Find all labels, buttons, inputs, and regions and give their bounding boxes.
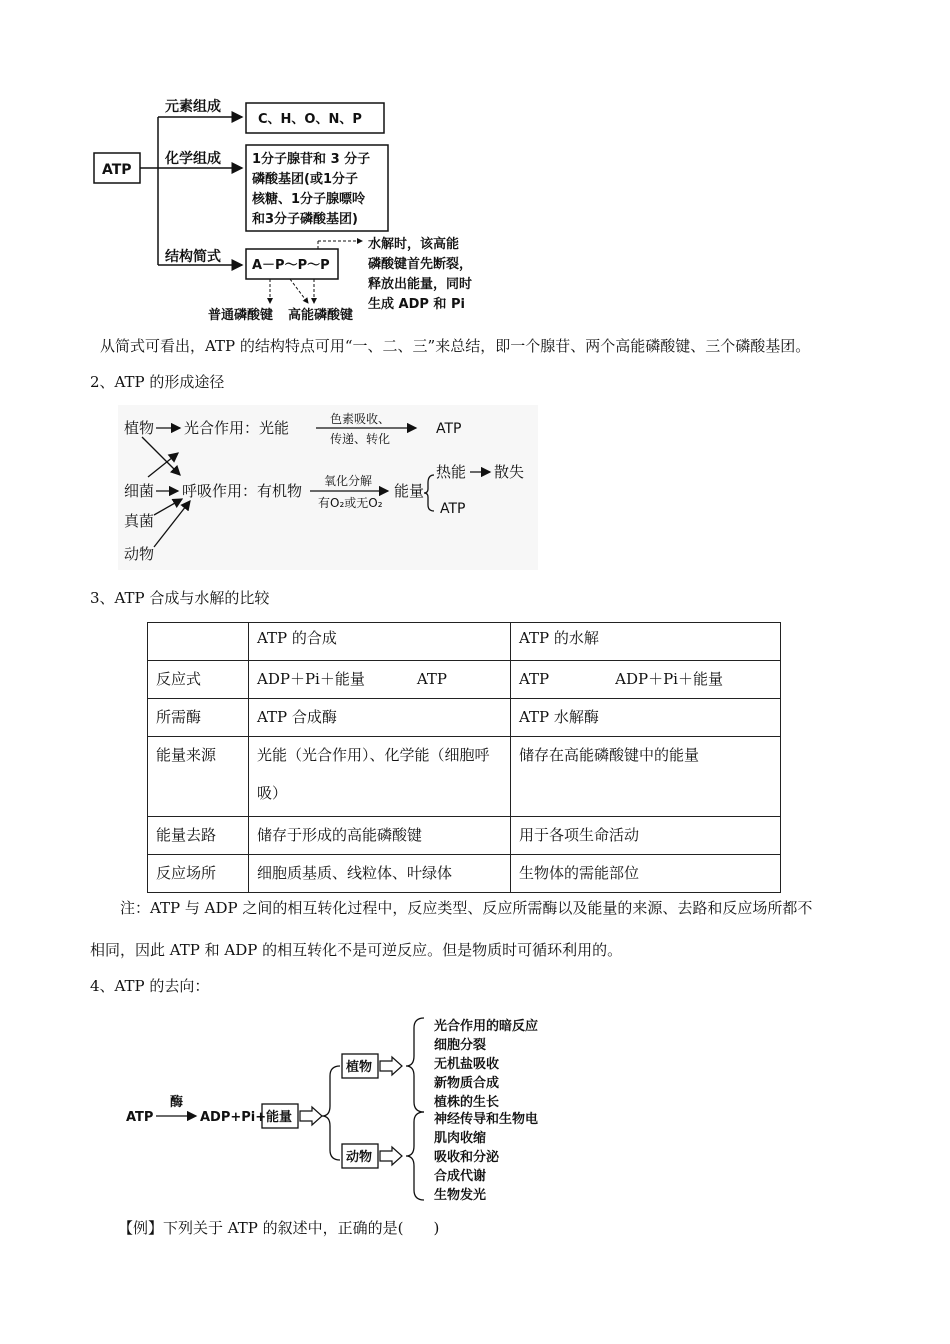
chemical-line-1: 1分子腺苷和 3 分子 xyxy=(252,152,371,167)
arrow1-top-label: 色素吸收、 xyxy=(330,412,391,426)
table-row xyxy=(148,855,781,893)
table-cell: 反应式 xyxy=(148,661,249,699)
table-cell: 细胞质基质、线粒体、叶绿体 xyxy=(249,855,511,893)
animal-box-label: 动物 xyxy=(346,1150,373,1165)
plant-use-5: 植株的生长 xyxy=(434,1095,500,1110)
note-line-2: 磷酸键首先断裂， xyxy=(368,257,473,272)
chemical-line-2: 磷酸基团(或1分子 xyxy=(252,172,358,187)
table-header-cell: ATP 的合成 xyxy=(249,623,511,661)
fungi-label: 真菌 xyxy=(124,512,155,530)
note-line-1: 注：ATP 与 ADP 之间的相互转化过程中，反应类型、反应所需酶以及能量的来源、去路和反应场所都不 xyxy=(120,899,813,917)
atp-product-2: ATP xyxy=(440,501,466,517)
animal-use-5: 生物发光 xyxy=(434,1188,487,1203)
products-label: ADP+Pi+ xyxy=(200,1110,267,1125)
atp-formation-diagram xyxy=(118,405,538,570)
branch-label-elements: 元素组成 xyxy=(165,99,221,115)
table-cell: 用于各项生命活动 xyxy=(511,817,781,855)
chemical-line-4: 和3分子磷酸基团) xyxy=(252,212,358,227)
animal-label: 动物 xyxy=(124,545,155,563)
table-cell: ATP 合成酶 xyxy=(249,699,511,737)
animal-use-1: 神经传导和生物电 xyxy=(434,1112,539,1127)
table-cell: ATP 水解酶 xyxy=(511,699,781,737)
atp-product-1: ATP xyxy=(436,421,462,437)
photosynthesis-label: 光合作用：光能 xyxy=(184,419,290,437)
chemical-line-3: 核糖、1分子腺嘌呤 xyxy=(252,192,366,207)
arrow2-top-label: 氧化分解 xyxy=(324,474,373,488)
animal-use-4: 合成代谢 xyxy=(434,1169,487,1184)
note-line-1: 水解时，该高能 xyxy=(368,237,460,252)
respiration-label: 呼吸作用：有机物 xyxy=(182,482,303,500)
section-3-title: 3、ATP 合成与水解的比较 xyxy=(90,589,270,607)
table-header-cell: ATP 的水解 xyxy=(511,623,781,661)
high-energy-bond-label: 高能磷酸键 xyxy=(288,308,354,323)
table-row xyxy=(148,699,781,737)
atp-uses-diagram xyxy=(122,1008,562,1208)
synthesis-reactants: ADP＋Pi＋能量 xyxy=(257,670,365,688)
synthesis-product: ATP xyxy=(416,670,447,688)
elements-text: C、H、O、N、P xyxy=(258,112,362,127)
bacteria-label: 细菌 xyxy=(124,482,155,500)
energy-box-label: 能量 xyxy=(266,1110,293,1125)
table-row xyxy=(148,661,781,699)
table-cell xyxy=(249,661,511,699)
source-synth-line-2: 吸） xyxy=(257,784,288,802)
heat-label: 热能 xyxy=(436,463,467,481)
note-line-3: 释放出能量，同时 xyxy=(368,277,473,292)
table-row xyxy=(148,737,781,817)
table-cell: 生物体的需能部位 xyxy=(511,855,781,893)
section-2-title: 2、ATP 的形成途径 xyxy=(90,373,225,391)
plant-box-label: 植物 xyxy=(346,1060,373,1075)
hydrolysis-reactant: ATP xyxy=(519,670,550,688)
table-cell: 能量去路 xyxy=(148,817,249,855)
table-header-cell xyxy=(148,623,249,661)
branch-label-chemical: 化学组成 xyxy=(165,151,221,167)
note-line-2: 相同，因此 ATP 和 ADP 的相互转化不是可逆反应。但是物质时可循环利用的。 xyxy=(90,941,623,959)
table-cell: 储存在高能磷酸键中的能量 xyxy=(511,737,781,817)
source-synth-line-1: 光能（光合作用）、化学能（细胞呼 xyxy=(257,746,490,764)
table-cell xyxy=(511,661,781,699)
summary-text: 从简式可看出，ATP 的结构特点可用“一、二、三”来总结，即一个腺苷、两个高能磷酸键、三个磷酸基团。 xyxy=(100,337,811,355)
plant-use-3: 无机盐吸收 xyxy=(434,1057,500,1072)
table-cell: 储存于形成的高能磷酸键 xyxy=(249,817,511,855)
hydrolysis-products: ADP＋Pi＋能量 xyxy=(615,670,723,688)
table-cell: 所需酶 xyxy=(148,699,249,737)
section-4-title: 4、ATP 的去向： xyxy=(90,977,210,995)
formula-text: A－P～P～P xyxy=(252,258,330,273)
animal-use-3: 吸收和分泌 xyxy=(434,1150,500,1165)
arrow1-bottom-label: 传递、转化 xyxy=(330,432,391,446)
energy-label: 能量 xyxy=(394,482,425,500)
branch-label-formula: 结构简式 xyxy=(165,249,221,265)
atp-source-label: ATP xyxy=(126,1110,154,1125)
enzyme-label: 酶 xyxy=(170,1095,184,1110)
arrow2-bottom-label: 有O₂或无O₂ xyxy=(318,496,383,510)
atp-label: ATP xyxy=(102,162,132,178)
table-cell: 能量来源 xyxy=(148,737,249,817)
example-question: 【例】下列关于 ATP 的叙述中，正确的是( ) xyxy=(118,1219,440,1237)
table-cell: 反应场所 xyxy=(148,855,249,893)
comparison-table xyxy=(147,622,781,893)
plant-use-4: 新物质合成 xyxy=(434,1076,500,1091)
ordinary-bond-label: 普通磷酸键 xyxy=(208,308,274,323)
atp-structure-diagram xyxy=(90,95,510,325)
table-row xyxy=(148,623,781,661)
table-row xyxy=(148,817,781,855)
plant-use-1: 光合作用的暗反应 xyxy=(434,1019,539,1034)
note-line-4: 生成 ADP 和 Pi xyxy=(368,297,465,312)
plant-label: 植物 xyxy=(124,419,155,437)
animal-use-2: 肌肉收缩 xyxy=(434,1131,487,1146)
dissipate-label: 散失 xyxy=(494,463,525,481)
plant-use-2: 细胞分裂 xyxy=(434,1038,487,1053)
table-cell xyxy=(249,737,511,817)
